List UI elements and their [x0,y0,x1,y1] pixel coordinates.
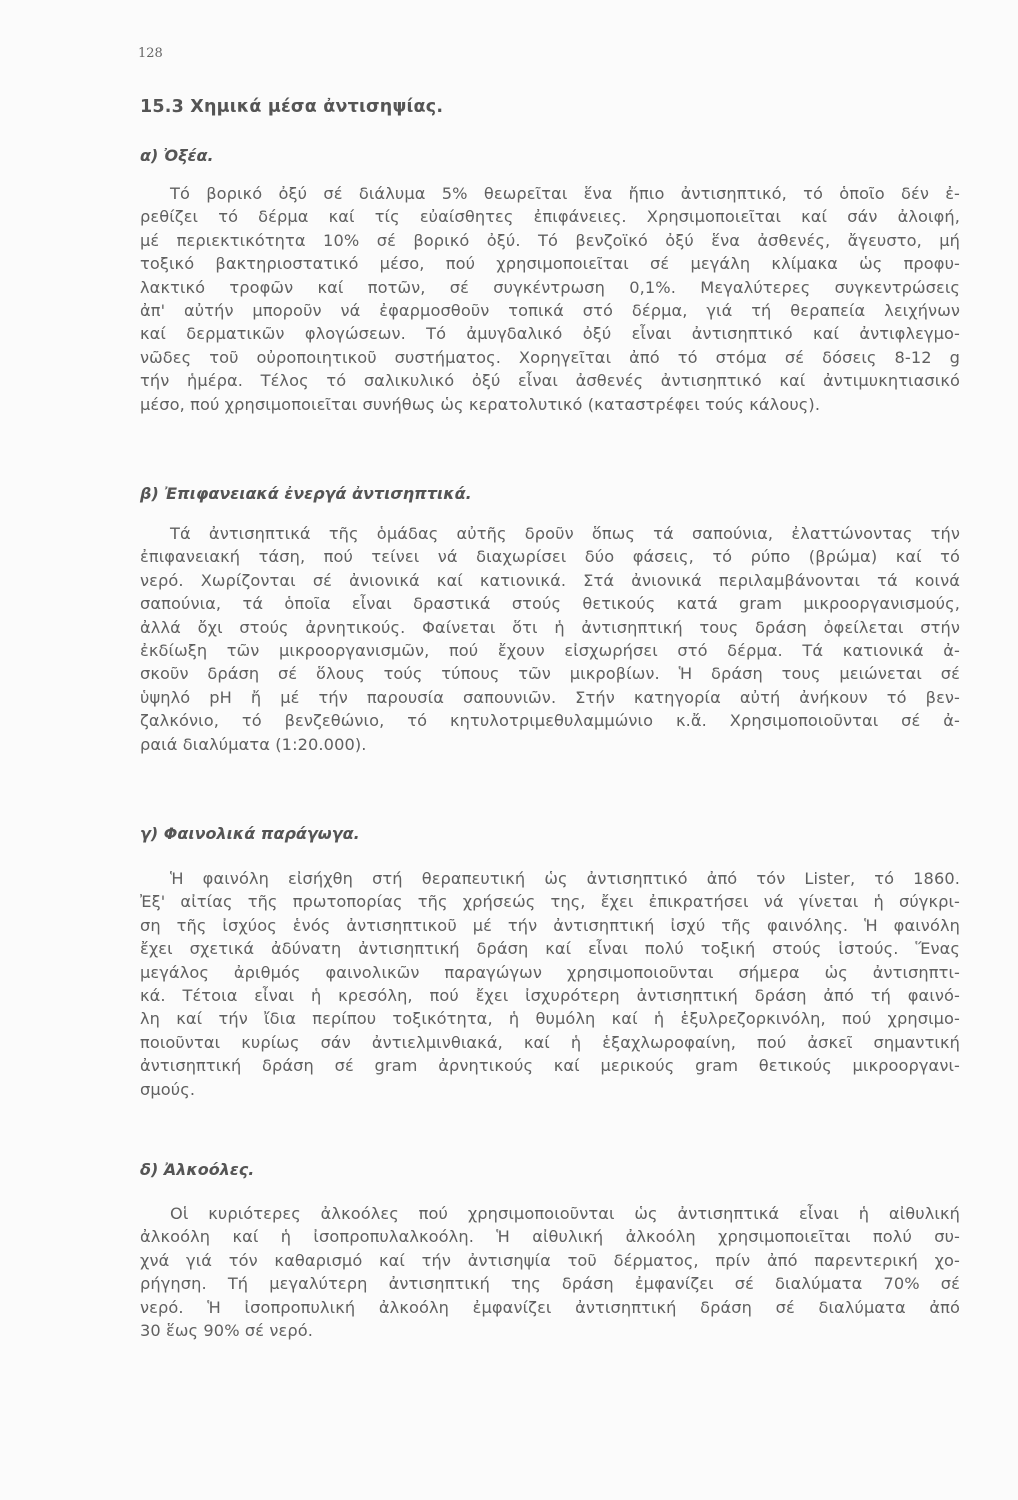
text-line: ζαλκόνιο, τό βενζεθώνιο, τό κητυλοτριμεθυλαμμώνιο κ.ἄ. Χρησιμοποιοῦνται σέ ἀ- [140,711,960,731]
text-line: 30 ἕως 90% σέ νερό. [140,1321,313,1341]
text-line: σαπούνια, τά ὁποῖα εἶναι δραστικά στούς θετικούς κατά gram μικροοργανισμούς, [140,594,960,614]
text-line: Τό βορικό ὀξύ σέ διάλυμα 5% θεωρεῖται ἕνα ἤπιο ἀντισηπτικό, τό ὁποῖο δέν ἐ- [170,184,960,203]
page-number: 128 [138,46,163,61]
text-line: ἀλλά ὄχι στούς ἀρνητικούς. Φαίνεται ὅτι ἡ ἀντισηπτική τους δράση ὀφείλεται στήν [140,617,960,637]
paragraph-surfactants [140,522,960,756]
subsection-heading-surfactants: β) Ἐπιφανειακά ἐνεργά ἀντισηπτικά. [140,484,472,503]
paragraph-alcohols [140,1202,960,1342]
text-line: κά. Τέτοια εἶναι ἡ κρεσόλη, πού ἔχει ἰσχυρότερη ἀντισηπτική δράση ἀπό τή φαινό- [140,986,960,1006]
text-line: χνά γιά τόν καθαρισμό καί τήν ἀντισηψία τοῦ δέρματος, πρίν ἀπό παρεντερική χο- [140,1250,960,1270]
text-line: ἀπ' αὐτήν μποροῦν νά ἐφαρμοσθοῦν τοπικά στό δέρμα, γιά τή θεραπεία λειχήνων [140,301,960,321]
text-line: ἐκδίωξη τῶν μικροοργανισμῶν, πού ἔχουν εἰσχωρήσει στό δέρμα. Τά κατιονικά ἀ- [140,641,960,661]
text-line: σκοῦν δράση σέ ὅλους τούς τύπους τῶν μικροβίων. Ἡ δράση τους μειώνεται σέ [140,664,960,684]
text-line: Τά ἀντισηπτικά τῆς ὁμάδας αὐτῆς δροῦν ὅπως τά σαπούνια, ἐλαττώνοντας τήν [170,524,960,543]
text-line: σμούς. [140,1079,196,1099]
text-line: μεγάλος ἀριθμός φαινολικῶν παραγώγων χρησιμοποιοῦνται σήμερα ὡς ἀντισηπτι- [140,962,960,982]
subsection-heading-alcohols: δ) Ἀλκοόλες. [140,1160,255,1179]
text-line: Ἡ φαινόλη εἰσήχθη στή θεραπευτική ὡς ἀντισηπτικό ἀπό τόν Lister, τό 1860. [170,869,960,888]
text-line: Ἐξ' αἰτίας τῆς πρωτοπορίας τῆς χρήσεώς της, ἔχει ἐπικρατήσει νά γίνεται ἡ σύγκρι- [140,892,960,912]
text-line: ρεθίζει τό δέρμα καί τίς εὐαίσθητες ἐπιφάνειες. Χρησιμοποιεῖται καί σάν ἀλοιφή, [140,207,960,227]
paragraph-acids [140,182,960,416]
subsection-heading-acids: α) Ὀξέα. [140,146,214,165]
text-line: ἐπιφανειακή τάση, πού τείνει νά διαχωρίσει δύο φάσεις, τό ρύπο (βρώμα) καί τό [140,547,960,567]
subsection-heading-phenolics: γ) Φαινολικά παράγωγα. [140,824,360,843]
text-line: ποιοῦνται κυρίως σάν ἀντιελμινθιακά, καί ἡ ἑξαχλωροφαίνη, πού ἀσκεῖ σημαντική [140,1032,960,1052]
text-line: μέσο, πού χρησιμοποιεῖται συνήθως ὡς κερατολυτικό (καταστρέφει τούς κάλους). [140,394,821,414]
text-line: ἔχει σχετικά ἀδύνατη ἀντισηπτική δράση καί εἶναι πολύ τοξική στούς ἱστούς. Ἕνας [140,939,960,959]
text-line: καί δερματικῶν φλογώσεων. Τό ἀμυγδαλικό ὀξύ εἶναι ἀντισηπτικό καί ἀντιφλεγμο- [140,324,960,344]
text-line: ση τῆς ἰσχύος ἑνός ἀντισηπτικοῦ μέ τήν ἀντισηπτική ἰσχύ τῆς φαινόλης. Ἡ φαινόλη [140,915,960,935]
text-line: λακτικό τροφῶν καί ποτῶν, σέ συγκέντρωση 0,1%. Μεγαλύτερες συγκεντρώσεις [140,277,960,297]
text-line: νῶδες τοῦ οὐροποιητικοῦ συστήματος. Χορηγεῖται ἀπό τό στόμα σέ δόσεις 8-12 g [140,347,960,367]
text-line: ἀντισηπτική δράση σέ gram ἀρνητικούς καί μερικούς gram θετικούς μικροοργανι- [140,1056,960,1076]
text-line: μέ περιεκτικότητα 10% σέ βορικό ὀξύ. Τό βενζοϊκό ὀξύ ἕνα ἀσθενές, ἄγευστο, μή [140,230,960,250]
text-line: Οἱ κυριότερες ἀλκοόλες πού χρησιμοποιοῦνται ὡς ἀντισηπτικά εἶναι ἡ αἰθυλική [170,1204,960,1223]
text-line: λη καί τήν ἴδια περίπου τοξικότητα, ἡ θυμόλη καί ἡ ἑξυλρεζορκινόλη, πού χρησιμο- [140,1009,960,1029]
text-line: ἀλκοόλη καί ἡ ἰσοπροπυλαλκοόλη. Ἡ αἰθυλική ἀλκοόλη χρησιμοποιεῖται πολύ συ- [140,1227,960,1247]
text-line: νερό. Χωρίζονται σέ ἀνιονικά καί κατιονικά. Στά ἀνιονικά περιλαμβάνονται τά κοινά [140,570,960,590]
section-title: 15.3 Χημικά μέσα ἀντισηψίας. [140,97,444,117]
text-line: ρήγηση. Τή μεγαλύτερη ἀντισηπτική της δράση ἐμφανίζει σέ διαλύματα 70% σέ [140,1274,960,1294]
text-line: τήν ἡμέρα. Τέλος τό σαλικυλικό ὀξύ εἶναι ἀσθενές ἀντισηπτικό καί ἀντιμυκητιασικό [140,371,960,391]
text-line: ὑψηλό pH ἤ μέ τήν παρουσία σαπουνιῶν. Στήν κατηγορία αὐτή ἀνήκουν τό βεν- [140,687,960,707]
paragraph-phenolics [140,867,960,1101]
text-line: νερό. Ἡ ἰσοπροπυλική ἀλκοόλη ἐμφανίζει ἀντισηπτική δράση σέ διαλύματα ἀπό [140,1297,960,1317]
text-line: τοξικό βακτηριοστατικό μέσο, πού χρησιμοποιεῖται σέ μεγάλη κλίμακα ὡς προφυ- [140,254,960,274]
text-line: ραιά διαλύματα (1:20.000). [140,734,367,754]
